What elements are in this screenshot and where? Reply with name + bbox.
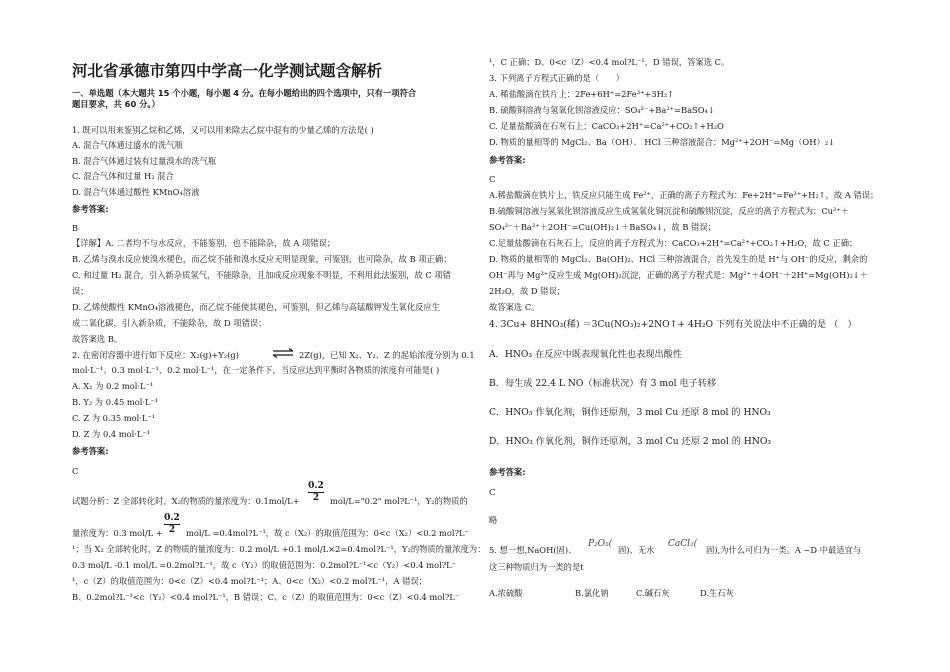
- q3-explanation: D. 物质的量相等的 MgCl₂、Ba(OH)₂、HCl 三种溶液混合，首先发生的是 H⁺与 OH⁻的反应，剩余的: [489, 254, 868, 264]
- q4-option-d: D．HNO₃ 作氧化剂，铜作还原剂，3 mol Cu 还原 2 mol 的 HNO₃: [489, 436, 772, 447]
- q2-explanation: B、0.2mol?L⁻¹<c（Y₂）<0.4 mol?L⁻¹，B 错误；C、c（Z）的取值范围为：0<c（Z）<0.4 mol?L⁻: [72, 592, 460, 602]
- q1-explanation: 【详解】A. 二者均不与水反应，不能鉴别，也不能除杂，故 A 项错误；: [72, 238, 336, 248]
- fraction: [164, 514, 180, 535]
- q4-option-a: A．HNO₃ 在反应中既表现氧化性也表现出酸性: [489, 349, 683, 360]
- q3-explanation: 故答案选 C。: [489, 302, 540, 312]
- fraction-denominator: 2: [168, 525, 176, 535]
- q2-explanation-cont: ¹，C 正确；D、0<c（Z）<0.4 mol?L⁻¹，D 错误，答案选 C。: [489, 57, 730, 67]
- q3-explanation: 2H₂O，故 D 错误；: [489, 286, 566, 296]
- q1-option-a: A. 混合气体通过盛水的洗气瓶: [72, 140, 183, 150]
- formula-cacl2: CaCl₂(: [668, 539, 698, 549]
- q5-option-a: A.浓硫酸: [489, 588, 523, 598]
- q3-explanation: SO₄²⁻＋Ba²⁺＋2OH⁻=Cu(OH)₂↓＋BaSO₄↓，故 B 错误；: [489, 222, 716, 232]
- q3-explanation: B.硫酸铜溶液与氢氧化钡溶液反应生成氢氧化铜沉淀和硫酸钡沉淀，反应的离子方程式为：Cu²⁺＋: [489, 206, 850, 216]
- question-1: 1. 既可以用来鉴别乙烷和乙烯，又可以用来除去乙烷中混有的少量乙烯的方法是( ): [72, 125, 374, 135]
- q2-option-d: D. Z 为 0.4 mol·L⁻¹: [72, 429, 151, 439]
- q5-option-d: D.生石灰: [700, 588, 734, 598]
- q1-explanation: 误；: [72, 286, 89, 296]
- q1-option-c: C. 混合气体和过量 H₂ 混合: [72, 171, 174, 181]
- q2-option-a: A. X₂ 为 0.2 mol·L⁻¹: [72, 381, 154, 391]
- answer-label: 参考答案:: [489, 467, 526, 477]
- answer-label: 参考答案:: [72, 204, 109, 214]
- section-heading: 一、单选题（本大题共 15 个小题，每小题 4 分。在每小题给出的四个选项中，只有一项符合: [72, 88, 417, 98]
- q1-explanation: 成二氧化碳，引入新杂质，不能除杂，故 D 项错误；: [72, 318, 267, 328]
- page-title: 河北省承德市第四中学高一化学测试题含解析: [72, 62, 383, 80]
- answer-label: 参考答案:: [489, 155, 526, 165]
- q1-explanation: C. 和过量 H₂ 混合，引入新杂质氢气，不能除杂，且加成反应现象不明显，不利用此法鉴别，故 C 项错: [72, 270, 451, 280]
- q5-option-b: B.氯化钠: [575, 588, 609, 598]
- q1-explanation: B. 乙烯与溴水反应使溴水褪色，而乙烷不能和溴水反应无明显现象，可鉴别，也可除杂，故 B 项正确；: [72, 254, 452, 264]
- q2-explanation: mol/L="0.2" mol?L⁻¹，Y₂的物质的: [330, 496, 468, 506]
- q3-explanation: C.足量盐酸滴在石灰石上，反应的离子方程式为：CaCO₃+2H⁺=Ca²⁺+CO₂↑+H₂O，故 C 正确；: [489, 238, 858, 248]
- fraction-denominator: 2: [312, 493, 320, 503]
- q2-explanation: mol/L =0.4mol?L⁻¹，故 c（X₂）的取值范围为：0<c（X₂）<0.2 mol?L⁻: [186, 528, 469, 538]
- q1-answer: B: [72, 223, 79, 233]
- q4-option-b: B．每生成 22.4 L NO（标准状况）有 3 mol 电子转移: [489, 378, 717, 389]
- q2-explanation: ¹；当 X₂ 全部转化时，Z 的物质的量浓度为：0.2 mol/L +0.1 mol/L×2=0.4mol?L⁻¹，Y₂的物质的量浓度为：: [72, 544, 486, 554]
- q4-explanation: 略: [489, 515, 498, 525]
- question-3: 3. 下列离子方程式正确的是（ ）: [489, 73, 625, 83]
- q2-explanation: 量浓度为：0.3 mol/L +: [72, 528, 163, 538]
- q2-option-b: B. Y₂ 为 0.45 mol·L⁻¹: [72, 397, 159, 407]
- question-5: 5. 想一想,NaOH(固)、: [489, 545, 577, 555]
- q3-option-d: D. 物质的量相等的 MgCl₂、Ba（OH）、 HCl 三种溶液混合：Mg²⁺+2OH⁻=Mg（OH）₂↓: [489, 137, 836, 147]
- answer-label: 参考答案:: [72, 446, 109, 456]
- q4-option-c: C．HNO₃ 作氧化剂，铜作还原剂，3 mol Cu 还原 8 mol 的 HNO₃: [489, 407, 771, 418]
- equilibrium-arrow-icon: [272, 348, 294, 361]
- question-5-cont: 这三种物质归为一类的是t: [489, 562, 584, 572]
- q5-option-c: C.碱石灰: [636, 588, 670, 598]
- q2-explanation: 试题分析：Z 全部转化时，X₂的物质的量浓度为：0.1mol/L+: [72, 496, 300, 506]
- q2-explanation: 0.3 mol/L -0.1 mol/L =0.2mol?L⁻¹，故 c（Y₂）的取值范围为：0.2mol?L⁻¹<c（Y₂）<0.4 mol?L⁻: [72, 560, 457, 570]
- fraction-numerator: 0.2: [308, 481, 324, 491]
- question-2-cont: 2Z(g)，已知 X₂、Y₂、Z 的起始浓度分别为 0.1: [299, 350, 475, 360]
- q3-option-a: A. 稀盐酸滴在铁片上：2Fe+6H⁺=2Fe³⁺+3H₂↑: [489, 89, 675, 99]
- q2-option-c: C. Z 为 0.35 mol·L⁻¹: [72, 413, 156, 423]
- fraction-numerator: 0.2: [164, 513, 180, 523]
- q3-answer: C: [489, 174, 496, 184]
- question-2-cont: mol·L⁻¹、0.3 mol·L⁻¹、0.2 mol·L⁻¹，在一定条件下，当反应达到平衡时各物质的浓度有可能是( ): [72, 365, 440, 375]
- q1-explanation: D. 乙烯使酸性 KMnO₄溶液褪色，而乙烷不能使其褪色，可鉴别，但乙烯与高锰酸钾发生氧化反应生: [72, 302, 441, 312]
- q2-answer: C: [72, 466, 79, 476]
- question-5-cont: 固),为什么可归为一类。A ~D 中最适宜与: [706, 545, 862, 555]
- fraction: [308, 482, 324, 503]
- question-2: 2. 在密闭容器中进行如下反应：X₂(g)+Y₂(g): [72, 350, 239, 360]
- q3-option-c: C. 足量盐酸滴在石灰石上：CaCO₃+2H⁺=Ca²⁺+CO₂↑+H₂O: [489, 121, 724, 131]
- q1-option-d: D. 混合气体通过酸性 KMnO₄溶液: [72, 187, 200, 197]
- q2-explanation: ¹，c（Z）的取值范围为：0<c（Z）<0.4 mol?L⁻¹；A、0<c（X₂）<0.2 mol?L⁻¹，A 错误；: [72, 576, 427, 586]
- q3-explanation: A.稀盐酸滴在铁片上，铁反应只能生成 Fe²⁺，正确的离子方程式为：Fe+2H⁺=Fe²⁺+H₂↑，故 A 错误；: [489, 190, 879, 200]
- q1-explanation: 故答案选 B。: [72, 334, 123, 344]
- section-heading-cont: 题目要求，共 60 分。）: [72, 99, 160, 109]
- q4-answer: C: [489, 487, 496, 497]
- q3-option-b: B. 硫酸铜溶液与氢氧化钡溶液反应：SO₄²⁻+Ba²⁺=BaSO₄↓: [489, 105, 715, 115]
- q1-option-b: B. 混合气体通过装有过量溴水的洗气瓶: [72, 156, 217, 166]
- formula-p2o5: P₂O₅(: [588, 539, 613, 549]
- question-4: 4. 3Cu+ 8HNO₃(稀) ＝3Cu(NO₃)₂+2NO↑+ 4H₂O 下列有关说法中不正确的是 （ ）: [489, 319, 857, 330]
- q3-explanation: OH⁻再与 Mg²⁺反应生成 Mg(OH)₂沉淀，正确的离子方程式是：Mg²⁺＋4OH⁻＋2H⁺=Mg(OH)₂↓＋: [489, 270, 869, 280]
- question-5-cont: 固)、无水: [618, 545, 655, 555]
